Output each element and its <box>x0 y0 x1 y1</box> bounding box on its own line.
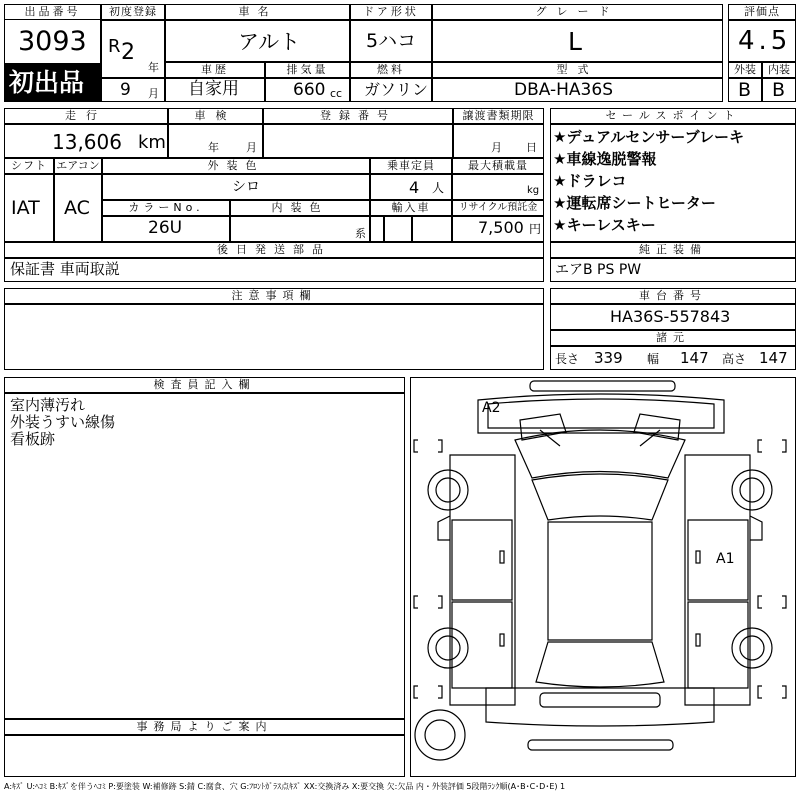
door-value: 5ハコ <box>366 30 417 52</box>
year-unit: 年 <box>148 61 159 74</box>
exterior-grade-label: 外装 <box>728 62 762 78</box>
inspector-note: 外装うすい線傷 <box>10 413 116 431</box>
reg-no-cell <box>263 124 453 158</box>
equipment-value: エアB PS PW <box>555 262 642 278</box>
loading-unit: kg <box>527 185 540 196</box>
history-value: 自家用 <box>188 79 239 99</box>
width-value: 147 <box>680 349 709 367</box>
mileage-label: 走行 <box>4 108 168 124</box>
ext-color-value: シロ <box>232 179 260 195</box>
exterior-grade: B <box>738 79 752 101</box>
inspector-note: 室内薄汚れ <box>10 396 86 414</box>
color-no-value: 26U <box>148 218 183 238</box>
displacement-label: 排気量 <box>265 62 350 78</box>
model-label: 型式 <box>432 62 723 78</box>
first-reg-year: 2 <box>121 40 135 65</box>
color-no-label: カラーNo. <box>102 200 230 216</box>
transfer-label: 譲渡書類期限 <box>453 108 544 124</box>
first-listing-text: 初出品 <box>9 68 85 97</box>
import-cell-b <box>384 216 412 242</box>
inspection-month-unit: 月 <box>246 141 257 154</box>
inspector-cell <box>4 393 405 719</box>
loading-label: 最大積載量 <box>452 158 544 174</box>
caution-cell <box>4 304 544 370</box>
sales-point-item: ★ドラレコ <box>553 172 627 190</box>
recycle-value: 7,500 <box>478 218 524 237</box>
int-color-cell <box>230 216 370 242</box>
chassis-value: HA36S-557843 <box>610 307 731 326</box>
office-label: 事務局よりご案内 <box>4 719 405 735</box>
dimensions-label: 諸元 <box>550 330 796 346</box>
fuel-label: 燃料 <box>350 62 432 78</box>
sales-point-item: ★キーレスキー <box>553 216 656 234</box>
import-cell-a <box>370 216 384 242</box>
door-label: ドア形状 <box>350 4 432 20</box>
interior-grade: B <box>772 79 786 101</box>
reg-no-label: 登録番号 <box>263 108 453 124</box>
grade-label: グレード <box>432 4 723 20</box>
grade-value: L <box>568 27 582 56</box>
sales-point-item: ★運転席シートヒーター <box>553 194 716 212</box>
recycle-unit: 円 <box>529 222 542 236</box>
transfer-month-unit: 月 <box>491 141 502 154</box>
capacity-label: 乗車定員 <box>370 158 452 174</box>
int-color-unit: 系 <box>355 227 366 240</box>
recycle-label: リサイクル預託金 <box>452 200 544 216</box>
shift-label: シフト <box>4 158 54 174</box>
office-cell <box>4 735 405 777</box>
inspector-note: 看板跡 <box>10 430 56 448</box>
era: R <box>108 36 121 57</box>
int-color-label: 内装色 <box>230 200 370 216</box>
legend-text: A:ｷｽﾞ U:ﾍｺﾐ B:ｷｽﾞを伴うﾍｺﾐ P:要塗装 W:補修跡 S:錆 C:腐食、穴 G:ﾌﾛﾝﾄｶﾞﾗｽ点ｷｽﾞ XX:交換済み X:要交換 欠:欠品 内・外装評価 5段階ﾗﾝｸ順(A･B･C･D･E) 1 <box>4 782 566 791</box>
ext-color-label: 外装色 <box>102 158 370 174</box>
score-value: 4.5 <box>738 26 792 56</box>
parts-value: 保証書 車両取説 <box>10 260 120 278</box>
lot-number-label: 出品番号 <box>4 4 101 20</box>
import-cell-c <box>412 216 452 242</box>
length-value: 339 <box>594 349 623 367</box>
width-label: 幅 <box>647 352 660 366</box>
displacement-value: 660 <box>293 80 326 100</box>
import-label: 輸入車 <box>370 200 452 216</box>
shift-value: IAT <box>11 197 40 219</box>
damage-mark-a1: A1 <box>716 551 735 567</box>
score-label: 評価点 <box>728 4 796 20</box>
car-name-label: 車名 <box>165 4 350 20</box>
history-label: 車歴 <box>165 62 265 78</box>
height-value: 147 <box>759 349 788 367</box>
mileage-value: 13,606 <box>52 130 122 154</box>
sales-point-item: ★車線逸脱警報 <box>553 150 657 168</box>
height-label: 高さ <box>722 352 747 366</box>
capacity-unit: 人 <box>432 181 445 195</box>
damage-mark-a2: A2 <box>482 400 501 416</box>
interior-grade-label: 内装 <box>762 62 796 78</box>
ac-label: エアコン <box>54 158 102 174</box>
sales-points-label: セールスポイント <box>550 108 796 124</box>
lot-number: 3093 <box>18 26 87 57</box>
month-unit: 月 <box>148 87 159 100</box>
parts-label: 後日発送部品 <box>4 242 544 258</box>
transfer-day-unit: 日 <box>526 141 537 154</box>
equipment-label: 純正装備 <box>550 242 796 258</box>
sales-point-item: ★デュアルセンサーブレーキ <box>553 128 745 146</box>
ac-value: AC <box>64 197 90 219</box>
fuel-value: ガソリン <box>364 80 429 99</box>
inspection-year-unit: 年 <box>208 141 219 154</box>
chassis-label: 車台番号 <box>550 288 796 304</box>
caution-label: 注意事項欄 <box>4 288 544 304</box>
inspector-label: 検査員記入欄 <box>4 377 405 393</box>
length-label: 長さ <box>555 352 580 366</box>
inspection-label: 車検 <box>168 108 263 124</box>
capacity-value: 4 <box>409 178 420 197</box>
model-value: DBA-HA36S <box>514 80 613 100</box>
first-reg-month: 9 <box>120 80 131 100</box>
displacement-unit: cc <box>330 87 343 100</box>
car-name: アルト <box>238 30 301 54</box>
car-diagram-frame <box>410 377 796 777</box>
first-reg-label: 初度登録 <box>101 4 165 20</box>
mileage-unit: km <box>138 132 166 153</box>
